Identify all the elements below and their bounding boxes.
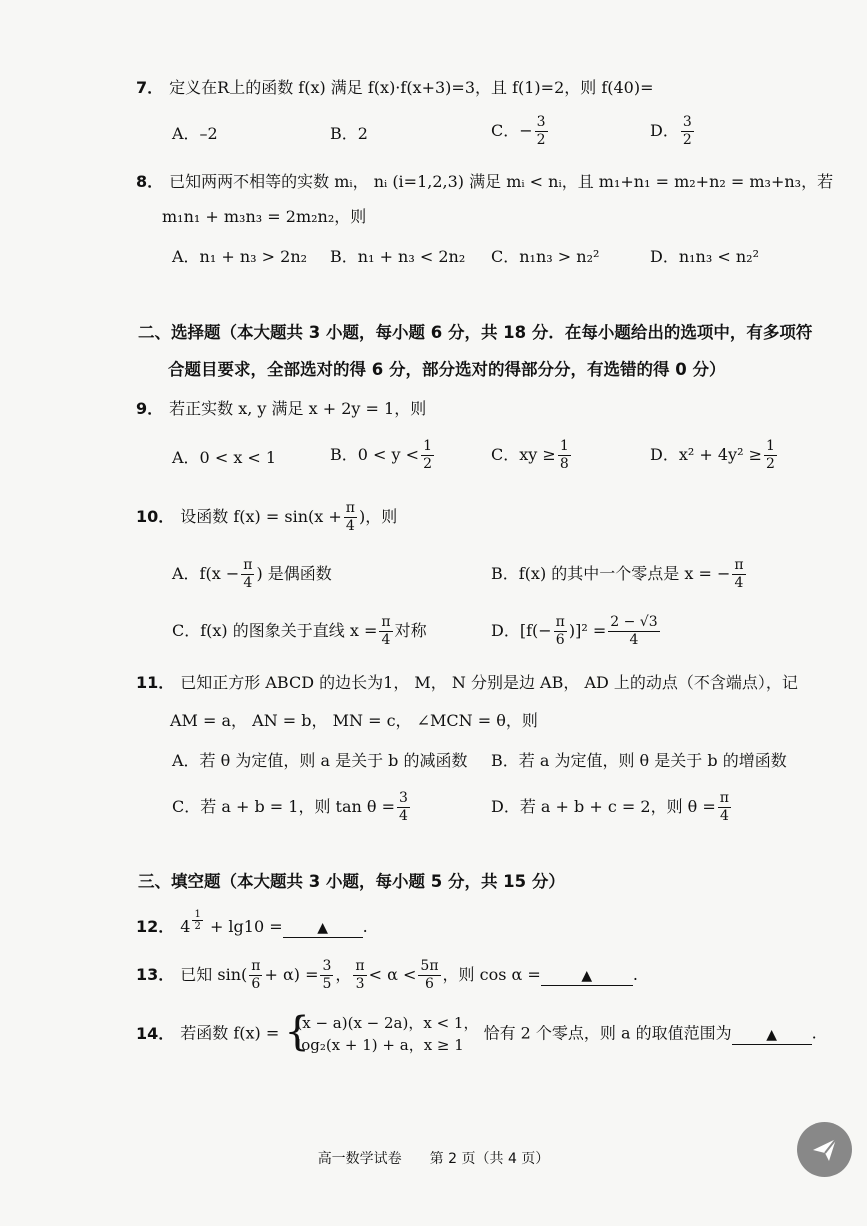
fraction: $\frac{\pi}{3}$ <box>355 958 365 992</box>
option-label: C．− <box>491 121 533 140</box>
q8-option-b: B．n₁ + n₃ < 2n₂ <box>330 247 466 266</box>
q7-option-d <box>650 114 696 149</box>
option-label: B．f(x) 的其中一个零点是 x = − <box>491 564 731 583</box>
fraction: $\frac{3}{4}$ <box>399 790 408 824</box>
power-base: 4 <box>180 917 191 936</box>
q9-option-d <box>650 438 779 473</box>
question-14 <box>136 1009 817 1056</box>
question-11 <box>136 671 798 695</box>
share-button[interactable] <box>797 1122 852 1177</box>
question-stem: 已知两两不相等的实数 mᵢ， nᵢ (i=1,2,3) 满足 mᵢ < nᵢ，且 m₁+n₁ = m₂+n₂ = m₃+n₃，若 <box>169 172 834 191</box>
q7-option-b: B．2 <box>330 124 368 143</box>
question-stem: 若函数 f(x) = <box>180 1023 280 1043</box>
q9-option-c <box>491 438 573 473</box>
option-label: D．x² + 4y² ≥ <box>650 445 762 464</box>
period: . <box>362 917 368 936</box>
piece-row-1: (x − a)(x − 2a)，x < 1， <box>296 1014 479 1032</box>
question-stem: 已知 sin( <box>180 965 248 984</box>
section-3-heading: 三、填空题（本大题共 3 小题，每小题 5 分，共 15 分） <box>138 872 565 891</box>
piecewise-function <box>284 1009 479 1056</box>
fraction: $\frac{\pi}{4}$ <box>381 614 391 648</box>
q8-stem-line2: m₁n₁ + m₃n₃ = 2m₂n₂，则 <box>162 207 367 226</box>
question-9 <box>136 397 426 421</box>
question-12 <box>136 909 368 939</box>
q8-option-d: D．n₁n₃ < n₂² <box>650 247 759 266</box>
q9-option-a: A．0 < x < 1 <box>172 448 277 467</box>
question-number: 9． <box>136 399 164 418</box>
option-label: B．0 < y < <box>330 445 420 464</box>
question-stem: + lg10 = <box>209 917 283 936</box>
fraction: $\frac{5\pi}{6}$ <box>420 958 439 992</box>
question-stem-suffix: )，则 <box>358 507 398 526</box>
question-stem: 定义在R上的函数 f(x) 满足 f(x)·f(x+3)=3，且 f(1)=2，则 f(40)= <box>169 78 654 97</box>
question-stem: 若正实数 x, y 满足 x + 2y = 1，则 <box>169 399 427 418</box>
option-label: C．xy ≥ <box>491 445 556 464</box>
option-label: D． <box>650 121 679 140</box>
question-number: 13． <box>136 965 175 984</box>
q10-option-a <box>172 557 332 592</box>
fraction: $\frac{\pi}{6}$ <box>251 958 261 992</box>
answer-blank[interactable] <box>541 966 633 986</box>
stem-part: ，则 cos α = <box>442 965 541 984</box>
fraction: $\frac{1}{8}$ <box>559 438 569 472</box>
q7-option-a: A．–2 <box>172 124 218 143</box>
question-10 <box>136 500 397 535</box>
question-number: 14． <box>136 1023 175 1043</box>
option-label: C．f(x) 的图象关于直线 x = <box>172 621 378 640</box>
brace-symbol: { <box>284 1009 310 1055</box>
option-label: D．若 a + b + c = 2，则 θ = <box>491 797 716 816</box>
question-number: 8． <box>136 172 164 191</box>
stem-part: ， <box>335 965 352 984</box>
question-8 <box>136 170 833 194</box>
q10-option-c <box>172 614 427 649</box>
q11-option-a: A．若 θ 为定值，则 a 是关于 b 的减函数 <box>172 751 468 770</box>
blank-marker: ▲ <box>766 1026 778 1043</box>
fraction: $\frac{3}{5}$ <box>322 958 332 992</box>
q9-option-b <box>330 438 436 473</box>
q10-option-d <box>491 614 662 649</box>
blank-marker: ▲ <box>581 968 593 984</box>
fraction: $\frac{\pi}{4}$ <box>345 500 355 534</box>
question-number: 10． <box>136 507 175 526</box>
stem-part: + α) = <box>264 965 319 984</box>
period: . <box>632 965 638 984</box>
period: . <box>811 1023 817 1043</box>
question-13 <box>136 958 638 993</box>
exponent-fraction: $\frac{1}{2}$ <box>194 909 201 932</box>
q11-option-b: B．若 a 为定值，则 θ 是关于 b 的增函数 <box>491 751 787 770</box>
q11-stem-line2: AM = a， AN = b， MN = c， ∠MCN = θ，则 <box>170 711 538 730</box>
answer-blank[interactable] <box>283 918 363 938</box>
q11-option-d <box>491 790 733 825</box>
question-number: 7． <box>136 78 164 97</box>
question-stem: 已知正方形 ABCD 的边长为1， M， N 分别是边 AB， AD 上的动点（不含端点），记 <box>180 673 798 692</box>
section-2-heading: 二、选择题（本大题共 3 小题，每小题 6 分，共 18 分．在每小题给出的选项中，有多项符 <box>138 323 813 342</box>
stem-part: < α < <box>368 965 417 984</box>
section-2-heading-line2: 合题目要求，全部选对的得 6 分，部分选对的得部分分，有选错的得 0 分） <box>168 360 726 379</box>
option-label: A．f(x − <box>172 564 240 583</box>
fraction: $\frac{\pi}{4}$ <box>734 557 744 591</box>
q10-option-b <box>491 557 748 592</box>
question-7 <box>136 76 654 100</box>
option-suffix: 对称 <box>394 621 427 640</box>
fraction: $\frac{1}{2}$ <box>423 438 432 472</box>
q7-option-c <box>491 114 550 149</box>
fraction: $\frac{3}{2}$ <box>536 114 546 148</box>
option-label: D．[f(− <box>491 621 552 640</box>
page-footer: 高一数学试卷 第 2 页（共 4 页） <box>317 1151 550 1167</box>
fraction: $\frac{\pi}{4}$ <box>719 790 729 824</box>
option-mid: )]² = <box>568 621 607 640</box>
q8-option-c: C．n₁n₃ > n₂² <box>491 247 600 266</box>
fraction: $\frac{1}{2}$ <box>765 438 775 472</box>
fraction: $\frac{\pi}{4}$ <box>243 557 253 591</box>
option-suffix: ) 是偶函数 <box>256 564 332 583</box>
blank-marker: ▲ <box>317 920 329 936</box>
fraction: $\frac{3}{2}$ <box>682 114 692 148</box>
question-stem: 设函数 f(x) = sin(x + <box>180 507 342 526</box>
q11-option-c <box>172 790 412 825</box>
fraction: $\frac{\pi}{6}$ <box>555 614 565 648</box>
piece-row-2: log₂(x + 1) + a，x ≥ 1 <box>296 1036 464 1054</box>
answer-blank[interactable] <box>732 1025 812 1045</box>
send-icon <box>809 1134 840 1165</box>
q8-option-a: A．n₁ + n₃ > 2n₂ <box>172 247 308 266</box>
question-number: 11． <box>136 673 175 692</box>
fraction: $\frac{2 - √3}{4}$ <box>610 614 658 648</box>
question-stem-suffix: 恰有 2 个零点，则 a 的取值范围为 <box>483 1023 732 1043</box>
question-number: 12． <box>136 917 175 936</box>
option-label: C．若 a + b = 1，则 tan θ = <box>172 797 396 816</box>
